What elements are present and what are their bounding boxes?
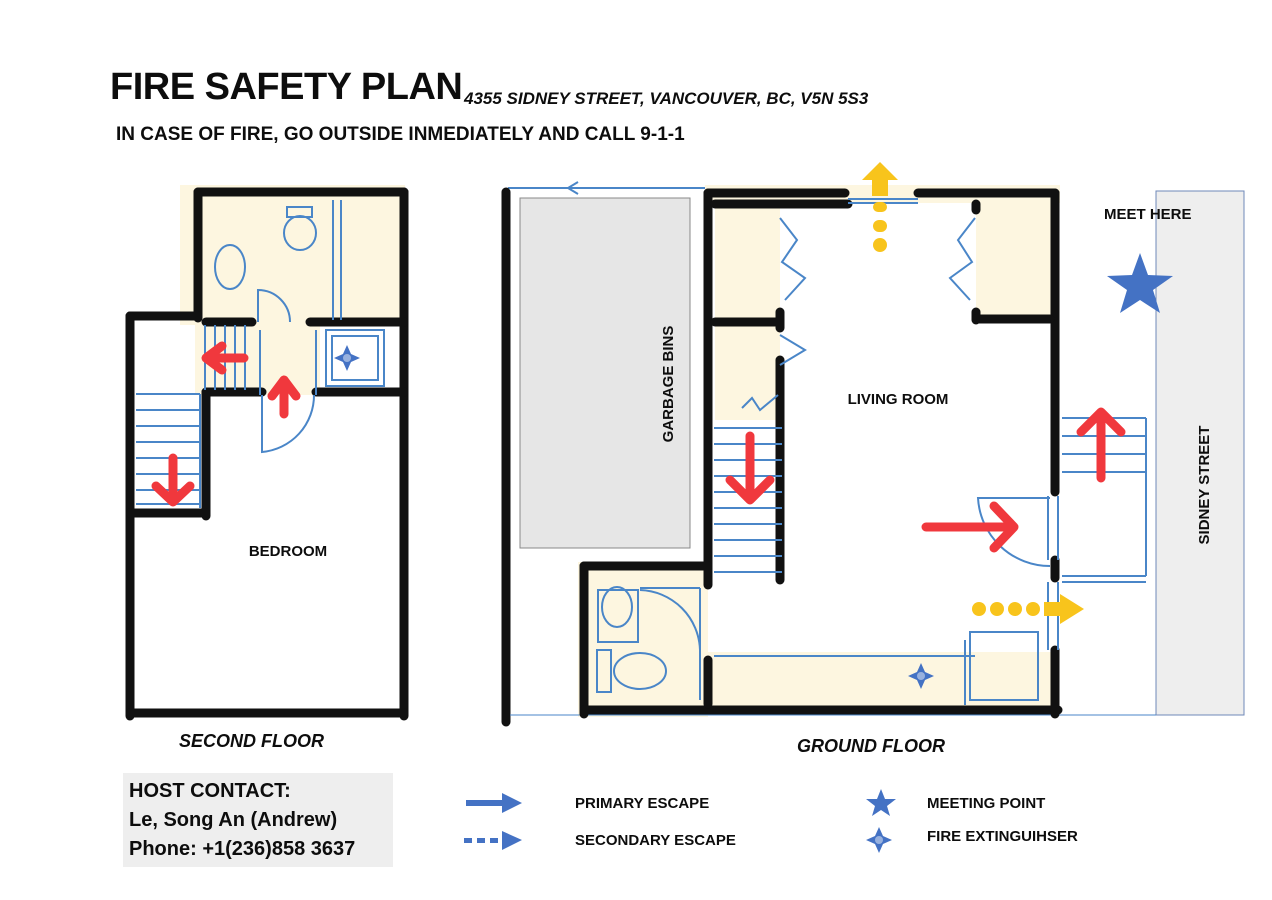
bedroom-label: BEDROOM: [248, 543, 328, 560]
ground-floor: [506, 162, 1244, 722]
ground-floor-caption: GROUND FLOOR: [797, 736, 945, 756]
legend-meeting-point: MEETING POINT: [927, 795, 1046, 812]
legend-secondary-escape: SECONDARY ESCAPE: [575, 832, 736, 849]
meet-here-label: MEET HERE: [1104, 206, 1192, 223]
second-floor: [130, 185, 405, 716]
ground-floor-primary-escape-arrows: [730, 412, 1121, 548]
host-contact-box: [123, 773, 393, 867]
instruction-text: IN CASE OF FIRE, GO OUTSIDE INMEDIATELY AND CALL 9-1-1: [116, 124, 685, 145]
sidney-street-label: SIDNEY STREET: [1196, 425, 1213, 545]
fire-extinguisher-legend-icon: [866, 827, 892, 853]
legend-primary-escape: PRIMARY ESCAPE: [575, 795, 710, 812]
address-text: 4355 SIDNEY STREET, VANCOUVER, BC, V5N 5S3: [464, 89, 869, 108]
host-contact-phone: Phone: +1(236)858 3637: [129, 838, 356, 860]
host-contact-name: Le, Song An (Andrew): [129, 809, 338, 831]
primary-escape-legend-icon: [466, 793, 522, 813]
plan-title: FIRE SAFETY PLAN: [110, 66, 463, 108]
legend-fire-extinguisher: FIRE EXTINGUIHSER: [927, 828, 1078, 845]
living-room-label: LIVING ROOM: [847, 391, 949, 408]
meeting-point-legend-icon: [866, 789, 896, 816]
secondary-escape-legend-icon: [464, 831, 522, 850]
host-contact-heading: HOST CONTACT:: [129, 780, 291, 802]
second-floor-extinguisher-icon: [334, 345, 360, 371]
second-floor-caption: SECOND FLOOR: [179, 731, 325, 751]
garbage-bins-label: GARBAGE BINS: [660, 325, 677, 443]
